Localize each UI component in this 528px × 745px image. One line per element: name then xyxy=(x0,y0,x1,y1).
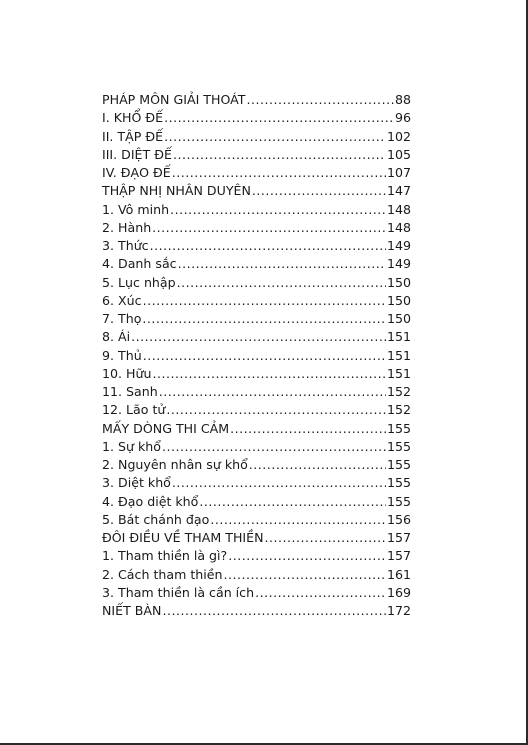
toc-entry-title: I. KHỔ ĐẾ xyxy=(102,110,164,126)
toc-entry-page-number: 149 xyxy=(386,238,411,253)
toc-entry-page-number: 147 xyxy=(386,183,411,199)
dot-leader xyxy=(164,109,394,127)
toc-entry-title: 10. Hữu xyxy=(102,365,152,381)
dot-leader xyxy=(265,529,386,547)
dot-leader xyxy=(224,566,386,584)
toc-entry-title: 5. Lục nhập xyxy=(102,274,176,290)
table-of-contents xyxy=(102,91,411,620)
toc-entry xyxy=(102,91,411,109)
toc-entry-page-number: 148 xyxy=(386,201,411,217)
toc-entry-page-number: 169 xyxy=(386,584,411,600)
toc-entry xyxy=(102,292,411,310)
toc-entry-title: ĐÔI ĐIỀU VỀ THAM THIỀN xyxy=(102,530,264,545)
toc-entry-page-number: 157 xyxy=(386,530,411,545)
toc-entry-page-number: 155 xyxy=(386,493,411,509)
toc-entry-page-number: 150 xyxy=(386,311,411,326)
toc-entry-title: MẤY DÒNG THI CẢM xyxy=(102,420,230,436)
dot-leader xyxy=(131,328,386,346)
toc-entry xyxy=(102,365,411,383)
toc-entry-page-number: 150 xyxy=(386,274,411,290)
toc-entry xyxy=(102,420,411,438)
toc-entry-page-number: 105 xyxy=(386,146,411,162)
toc-entry-title: IV. ĐẠO ĐẾ xyxy=(102,165,171,180)
dot-leader xyxy=(177,274,386,292)
toc-entry xyxy=(102,274,411,292)
toc-entry-title: 3. Thức xyxy=(102,238,149,253)
toc-entry-page-number: 150 xyxy=(386,292,411,308)
dot-leader xyxy=(199,493,386,511)
toc-entry xyxy=(102,182,411,200)
dot-leader xyxy=(210,511,386,529)
toc-entry xyxy=(102,164,411,182)
toc-entry xyxy=(102,547,411,565)
toc-entry-page-number: 161 xyxy=(386,566,411,582)
toc-entry-page-number: 155 xyxy=(386,420,411,436)
toc-entry xyxy=(102,602,411,620)
dot-leader xyxy=(170,201,386,219)
toc-entry-title: 6. Xúc xyxy=(102,292,142,308)
dot-leader xyxy=(230,420,386,438)
toc-entry-title: 3. Diệt khổ xyxy=(102,475,171,491)
dot-leader xyxy=(166,401,386,419)
dot-leader xyxy=(252,182,386,200)
toc-entry xyxy=(102,109,411,127)
toc-entry xyxy=(102,511,411,529)
toc-entry-page-number: 149 xyxy=(386,256,411,272)
toc-entry-title: 4. Đạo diệt khổ xyxy=(102,493,199,509)
dot-leader xyxy=(159,383,386,401)
toc-entry-page-number: 151 xyxy=(386,347,411,363)
toc-entry xyxy=(102,566,411,584)
toc-entry xyxy=(102,219,411,237)
dot-leader xyxy=(150,237,386,255)
toc-entry-page-number: 155 xyxy=(386,438,411,454)
dot-leader xyxy=(142,310,386,328)
toc-entry-page-number: 102 xyxy=(386,128,411,144)
toc-entry-title: 8. Ái xyxy=(102,329,131,345)
toc-entry-page-number: 107 xyxy=(386,165,411,180)
toc-entry-page-number: 148 xyxy=(386,219,411,235)
toc-entry-page-number: 157 xyxy=(386,548,411,564)
toc-entry xyxy=(102,255,411,273)
toc-entry-title: NIẾT BÀN xyxy=(102,603,162,618)
toc-entry-title: 1. Tham thiền là gì? xyxy=(102,548,228,564)
dot-leader xyxy=(164,128,386,146)
toc-entry-title: 12. Lão tử xyxy=(102,402,166,418)
toc-entry-page-number: 151 xyxy=(386,365,411,381)
toc-entry xyxy=(102,237,411,255)
toc-entry-title: 2. Nguyên nhân sự khổ xyxy=(102,457,248,472)
toc-entry xyxy=(102,474,411,492)
toc-entry xyxy=(102,128,411,146)
toc-entry-page-number: 88 xyxy=(394,92,411,107)
dot-leader xyxy=(162,438,386,456)
dot-leader xyxy=(152,365,385,383)
toc-entry-page-number: 151 xyxy=(386,329,411,345)
dot-leader xyxy=(178,255,386,273)
dot-leader xyxy=(172,474,386,492)
toc-entry-title: 2. Hành xyxy=(102,219,152,235)
toc-entry-title: 1. Vô minh xyxy=(102,201,170,217)
toc-entry xyxy=(102,347,411,365)
dot-leader xyxy=(228,547,386,565)
toc-entry xyxy=(102,201,411,219)
toc-entry-page-number: 172 xyxy=(386,603,411,618)
toc-entry-title: 3. Tham thiền là cần ích xyxy=(102,584,255,600)
toc-entry-title: 2. Cách tham thiền xyxy=(102,566,223,582)
toc-entry xyxy=(102,438,411,456)
toc-entry-title: PHÁP MÔN GIẢI THOÁT xyxy=(102,92,246,107)
toc-entry-title: 1. Sự khổ xyxy=(102,438,161,454)
toc-entry-page-number: 96 xyxy=(394,110,411,126)
toc-entry-page-number: 156 xyxy=(386,511,411,527)
toc-entry-title: 9. Thủ xyxy=(102,347,142,363)
toc-entry xyxy=(102,401,411,419)
dot-leader xyxy=(162,602,385,620)
dot-leader xyxy=(172,164,386,182)
toc-entry xyxy=(102,310,411,328)
toc-entry-title: 4. Danh sắc xyxy=(102,256,177,272)
toc-entry-title: II. TẬP ĐẾ xyxy=(102,128,164,144)
dot-leader xyxy=(249,456,386,474)
toc-entry xyxy=(102,383,411,401)
dot-leader xyxy=(152,219,386,237)
toc-entry-title: 7. Thọ xyxy=(102,311,142,326)
toc-entry xyxy=(102,328,411,346)
toc-entry-page-number: 155 xyxy=(386,457,411,472)
dot-leader xyxy=(143,347,386,365)
toc-entry xyxy=(102,456,411,474)
toc-entry-title: 5. Bát chánh đạo xyxy=(102,511,210,527)
toc-entry-page-number: 155 xyxy=(386,475,411,491)
toc-entry xyxy=(102,493,411,511)
toc-entry xyxy=(102,146,411,164)
toc-entry-title: 11. Sanh xyxy=(102,384,158,399)
dot-leader xyxy=(255,584,386,602)
toc-entry xyxy=(102,529,411,547)
toc-entry-page-number: 152 xyxy=(386,402,411,418)
toc-entry-title: III. DIỆT ĐẾ xyxy=(102,146,172,162)
dot-leader xyxy=(246,91,394,109)
toc-entry-page-number: 152 xyxy=(386,384,411,399)
toc-entry-title: THẬP NHỊ NHÂN DUYÊN xyxy=(102,183,251,199)
toc-entry xyxy=(102,584,411,602)
dot-leader xyxy=(173,146,386,164)
dot-leader xyxy=(143,292,386,310)
